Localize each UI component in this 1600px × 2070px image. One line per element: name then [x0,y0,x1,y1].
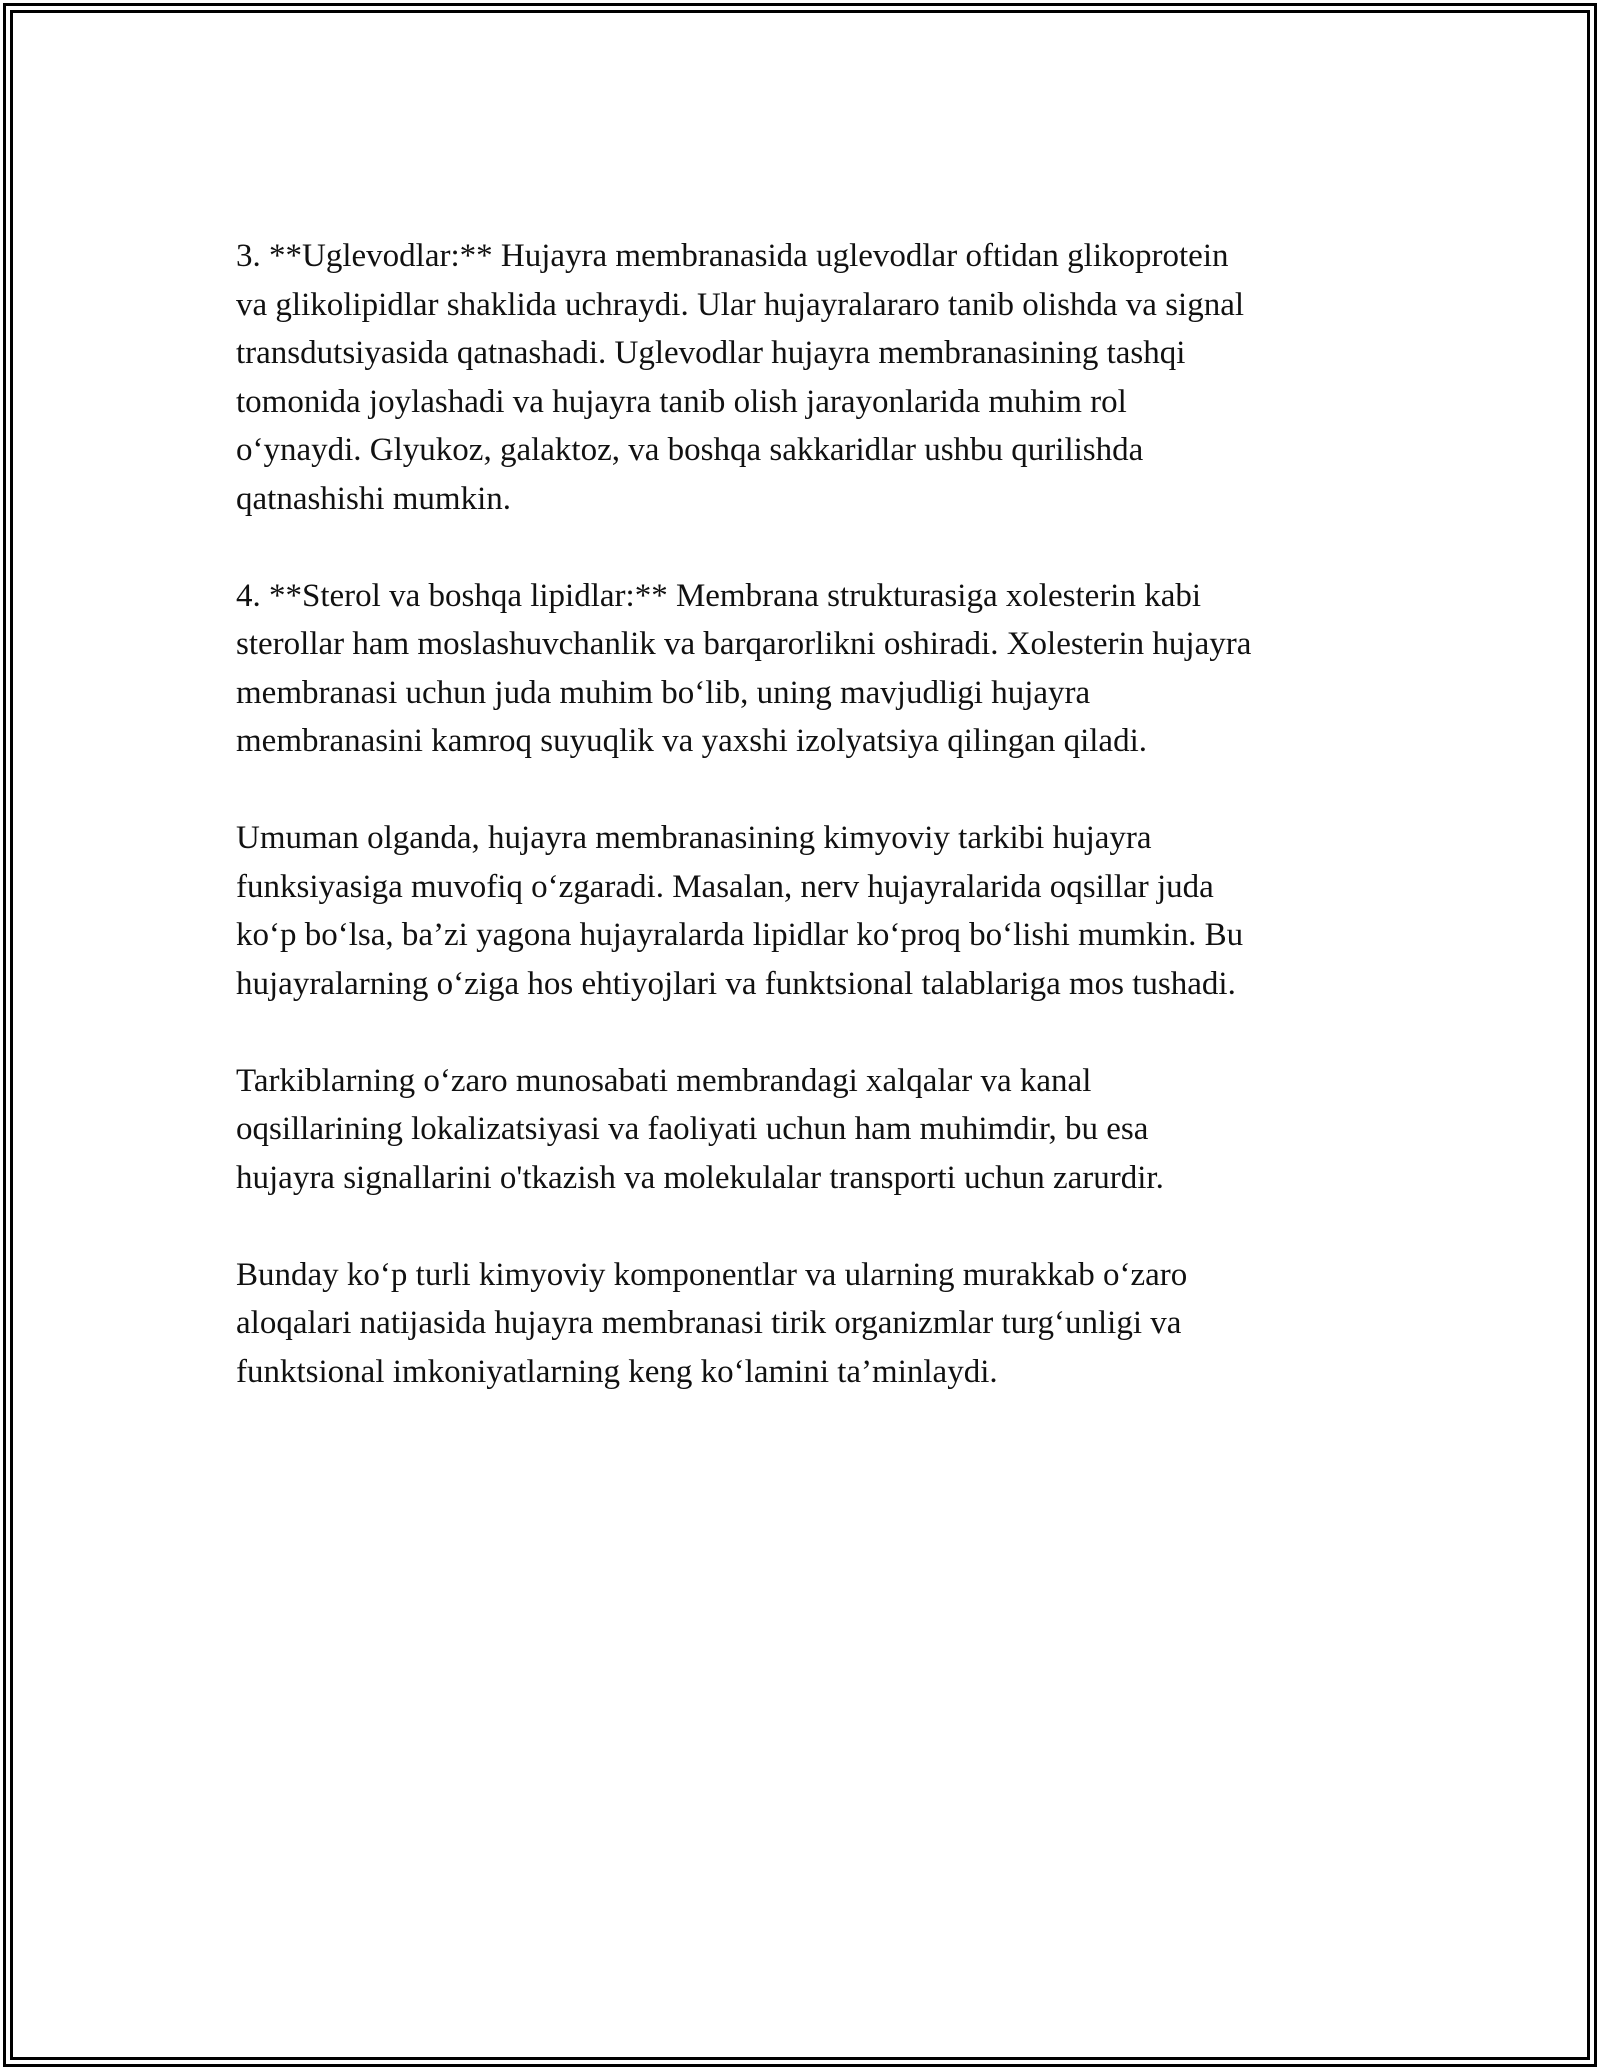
paragraph-carbohydrates: 3. **Uglevodlar:** Hujayra membranasida uglevodlar oftidan glikoprotein va glikolipidlar shaklida uchraydi. Ular hujayralararo tanib olishda va signal transdutsiyasida qatnashadi. Uglevodlar hujayra membranasining tashqi tomonida joylashadi va hujayra tanib olish jarayonlarida muhim rol o‘ynaydi. Glyukoz, galaktoz, va boshqa sakkaridlar ushbu qurilishda qatnashishi mumkin. [236,238,1245,517]
document-body [236,232,1376,1445]
paragraph-interactions: Tarkiblarning o‘zaro munosabati membrandagi xalqalar va kanal oqsillarining lokalizatsiyasi va faoliyati uchun ham muhimdir, bu esa hujayra signallarini o'tkazish va molekulalar transporti uchun zarurdir. [236,1062,1164,1196]
paragraph-general-composition: Umuman olganda, hujayra membranasining kimyoviy tarkibi hujayra funksiyasiga muvofiq o‘zgaradi. Masalan, nerv hujayralarida oqsillar juda ko‘p bo‘lsa, ba’zi yagona hujayralarda lipidlar ko‘proq bo‘lishi mumkin. Bu hujayralarning o‘ziga hos ehtiyojlari va funktsional talablariga mos tushadi. [236,820,1244,1002]
paragraph-sterols-lipids: 4. **Sterol va boshqa lipidlar:** Membrana strukturasiga xolesterin kabi sterollar ham moslashuvchanlik va barqarorlikni oshiradi. Xolesterin hujayra membranasi uchun juda muhim bo‘lib, uning mavjudligi hujayra membranasini kamroq suyuqlik va yaxshi izolyatsiya qilingan qiladi. [236,577,1252,759]
paragraph-conclusion: Bunday ko‘p turli kimyoviy komponentlar va ularning murakkab o‘zaro aloqalari natijasida hujayra membranasi tirik organizmlar turg‘unligi va funktsional imkoniyatlarning keng ko‘lamini ta’minlaydi. [236,1256,1188,1390]
